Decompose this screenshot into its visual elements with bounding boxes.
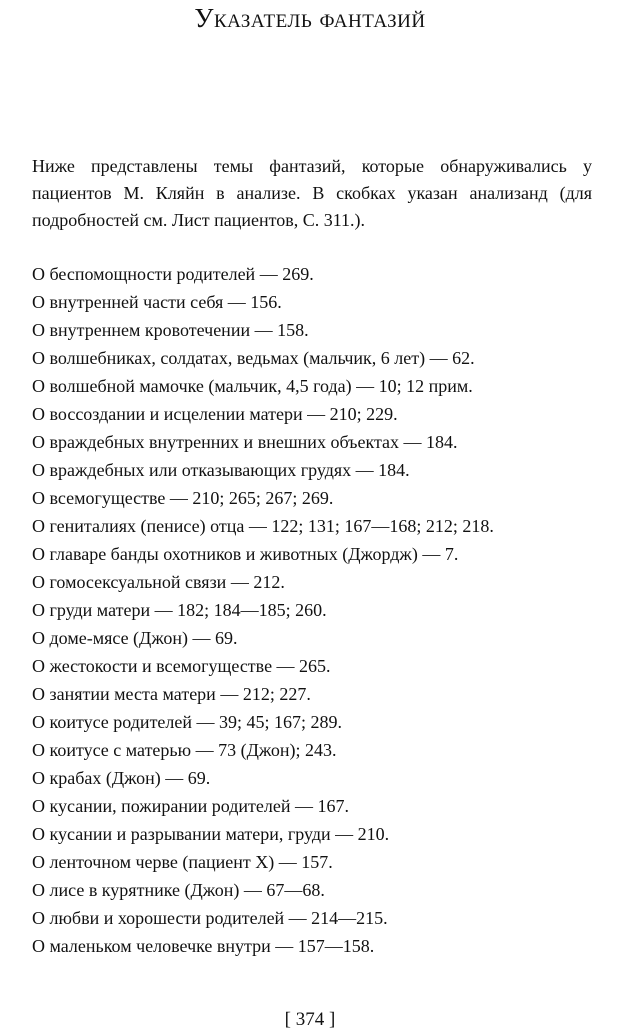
index-entry: О доме-мясе (Джон) — 69.	[32, 628, 238, 648]
index-entry: О любви и хорошести родителей — 214—215.	[32, 908, 388, 928]
index-entry: О коитусе родителей — 39; 45; 167; 289.	[32, 712, 343, 732]
index-entry: О гениталиях (пенисе) отца — 122; 131; 167—168; 212; 218.	[32, 516, 494, 536]
index-entry: О кусании и разрывании матери, груди — 210.	[32, 824, 390, 844]
index-entry: О маленьком человечке внутри — 157—158.	[32, 936, 375, 956]
index-entry: О враждебных или отказывающих грудях — 184.	[32, 460, 410, 480]
page-title: Указатель фантазий	[194, 3, 426, 33]
index-entry: О внутренней части себя — 156.	[32, 292, 282, 312]
index-entry: О лисе в курятнике (Джон) — 67—68.	[32, 880, 325, 900]
index-entry: О внутреннем кровотечении — 158.	[32, 320, 309, 340]
index-entry: О крабах (Джон) — 69.	[32, 768, 211, 788]
index-entry: О волшебниках, солдатах, ведьмах (мальчик, 6 лет) — 62.	[32, 348, 475, 368]
page-number: [ 374 ]	[284, 1009, 336, 1030]
index-entry: О груди матери — 182; 184—185; 260.	[32, 600, 327, 620]
index-entry: О главаре банды охотников и животных (Джордж) — 7.	[32, 544, 459, 564]
index-entry: О волшебной мамочке (мальчик, 4,5 года) — 10; 12 прим.	[32, 376, 473, 396]
index-entry: О кусании, пожирании родителей — 167.	[32, 796, 349, 816]
index-entry: О гомосексуальной связи — 212.	[32, 572, 285, 592]
index-entry: О всемогуществе — 210; 265; 267; 269.	[32, 488, 334, 508]
index-entry: О враждебных внутренних и внешних объектах — 184.	[32, 432, 458, 452]
index-entry: О ленточном черве (пациент X) — 157.	[32, 852, 333, 872]
index-entry: О коитусе с матерью — 73 (Джон); 243.	[32, 740, 337, 760]
index-entry: О беспомощности родителей — 269.	[32, 264, 314, 284]
index-entry: О воссоздании и исцелении матери — 210; 229.	[32, 404, 398, 424]
index-entry: О занятии места матери — 212; 227.	[32, 684, 311, 704]
fantasy-index-list	[32, 260, 602, 960]
intro-paragraph: Ниже представлены темы фантазий, которые обнаруживались у пациентов М. Кляйн в анализе. В скобках указан анализанд (для подробностей см. Лист пациентов, С. 311.).	[32, 156, 592, 230]
index-entry: О жестокости и всемогуществе — 265.	[32, 656, 331, 676]
